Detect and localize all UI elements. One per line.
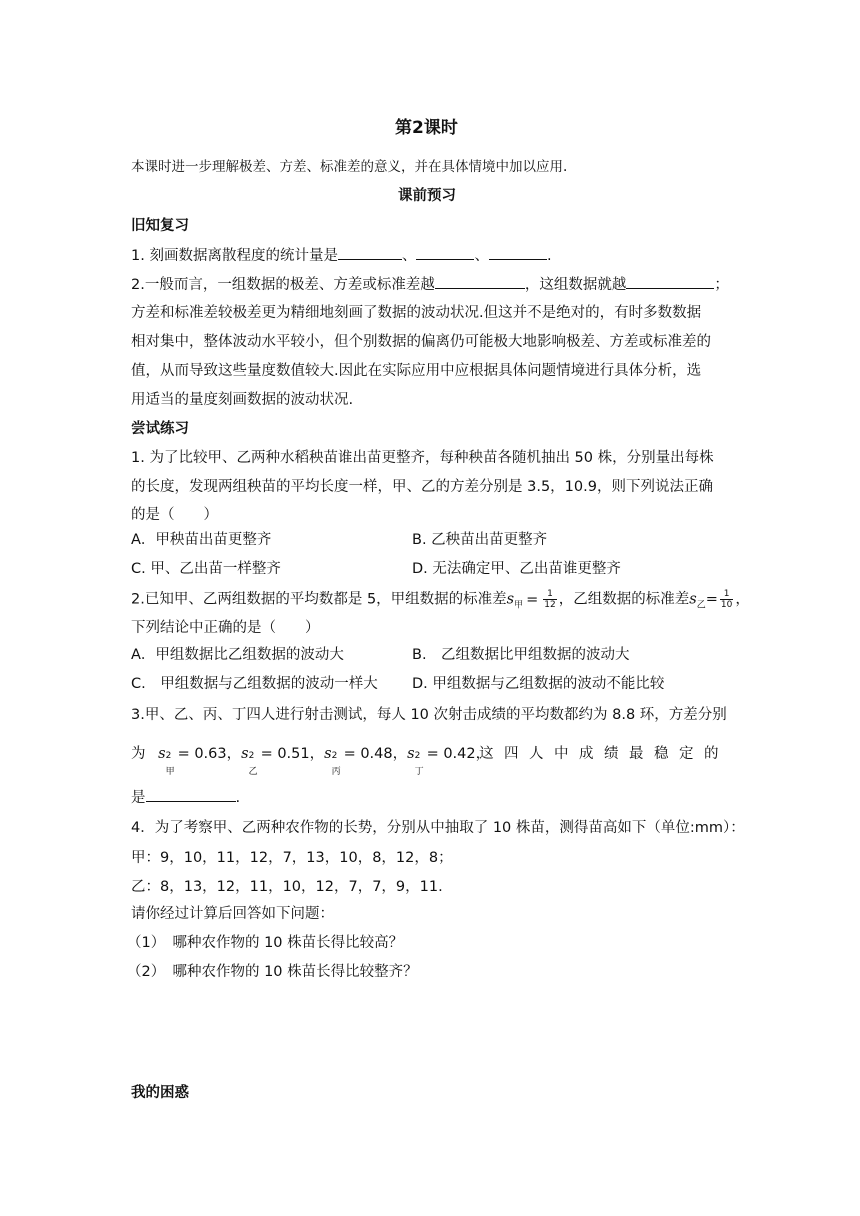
superscript-2: 2 — [248, 751, 255, 761]
practice-q1-option-b[interactable]: B. 乙秧苗出苗更整齐 — [412, 532, 548, 548]
review-q2-line5: 用适当的量度刻画数据的波动状况. — [131, 392, 354, 408]
practice-q3-line2 — [131, 744, 729, 777]
subscript-bing: 丙 — [331, 767, 341, 777]
practice-q2-option-d[interactable]: D. 甲组数据与乙组数据的波动不能比较 — [412, 676, 665, 692]
fraction-denominator: 12 — [544, 600, 556, 610]
practice-q1-line1: 1. 为了比较甲、乙两种水稻秧苗谁出苗更整齐，每种秧苗各随机抽出 50 株，分别量出每株 — [131, 450, 714, 466]
fraction-numerator: 1 — [720, 589, 733, 600]
practice-heading: 尝试练习 — [131, 421, 189, 437]
subscript-yi: 乙 — [248, 767, 258, 777]
practice-q2-line2: 下列结论中正确的是（ ） — [131, 620, 320, 636]
confusion-heading: 我的困惑 — [131, 1085, 189, 1101]
variance-value: = 0.42， — [426, 746, 491, 762]
practice-q3-line1: 3.甲、乙、丙、丁四人进行射击测试，每人 10 次射击成绩的平均数都约为 8.8 环，方差分别 — [131, 707, 727, 723]
review-question-2-line1 — [131, 273, 729, 295]
page-title: 第2课时 — [395, 118, 458, 138]
answer-blank[interactable] — [626, 273, 714, 289]
answer-blank[interactable] — [489, 244, 547, 260]
practice-q2-text: 2.已知甲、乙两组数据的平均数都是 5，甲组数据的标准差 — [131, 591, 507, 608]
preview-heading: 课前预习 — [398, 188, 456, 204]
equals-sign: = — [526, 591, 539, 608]
practice-q3-end: . — [235, 790, 241, 806]
practice-q2-end: ， — [735, 591, 750, 608]
std-symbol: s — [506, 591, 515, 608]
variance-symbol: s — [158, 746, 166, 762]
practice-q2-line1 — [131, 589, 750, 615]
practice-q2-option-b[interactable]: B. 乙组数据比甲组数据的波动大 — [412, 647, 630, 663]
practice-q4-line1: 4．为了考察甲、乙两种农作物的长势，分别从中抽取了 10 株苗，测得苗高如下（单位:mm）： — [131, 820, 745, 836]
review-q2-text-b: ，这组数据就越 — [524, 277, 627, 293]
practice-q3-shi: 是 — [131, 790, 146, 806]
separator: 、 — [401, 248, 417, 264]
practice-q2-option-a[interactable]: A．甲组数据比乙组数据的波动大 — [131, 647, 344, 663]
review-q2-text-a: 2.一般而言，一组数据的极差、方差或标准差越 — [131, 277, 435, 293]
review-q2-line3: 相对集中，整体波动水平较小，但个别数据的偏离仍可能极大地影响极差、方差或标准差的 — [131, 334, 711, 350]
review-heading: 旧知复习 — [131, 218, 189, 234]
practice-q3-line3 — [131, 786, 240, 808]
variance-symbol: s — [407, 746, 415, 762]
practice-q4-ask: 请你经过计算后回答如下问题： — [131, 906, 334, 922]
separator: 、 — [474, 248, 489, 264]
variance-value: = 0.51， — [260, 746, 325, 762]
fraction-denominator: 10 — [720, 600, 733, 610]
practice-q4-data-yi: 乙：8，13，12，11，10，12，7，7，9，11. — [131, 879, 443, 895]
superscript-2: 2 — [165, 751, 172, 761]
practice-q3-wei: 为 — [131, 746, 146, 762]
fraction-numerator: 1 — [543, 589, 556, 600]
variance-symbol: s — [241, 746, 249, 762]
variance-value: = 0.63， — [177, 746, 242, 762]
practice-q1-option-a[interactable]: A．甲秧苗出苗更整齐 — [131, 532, 272, 548]
answer-blank[interactable] — [338, 244, 402, 260]
review-q2-line4: 值，从而导致这些量度数值较大.因此在实际应用中应根据具体问题情境进行具体分析，选 — [131, 363, 702, 379]
answer-blank[interactable] — [435, 273, 525, 289]
equals-sign: = — [705, 591, 718, 608]
practice-q1-option-c[interactable]: C. 甲、乙出苗一样整齐 — [131, 561, 281, 577]
subscript-jia: 甲 — [165, 767, 175, 777]
subscript-jia: 甲 — [514, 600, 524, 611]
intro-text: 本课时进一步理解极差、方差、标准差的意义，并在具体情境中加以应用. — [131, 159, 568, 175]
review-q1-text: 1. 刻画数据离散程度的统计量是 — [131, 248, 338, 264]
practice-q4-sub1: （1） 哪种农作物的 10 株苗长得比较高？ — [127, 935, 404, 951]
practice-q4-sub2: （2） 哪种农作物的 10 株苗长得比较整齐？ — [127, 964, 418, 980]
practice-q2-option-c[interactable]: C. 甲组数据与乙组数据的波动一样大 — [131, 676, 378, 692]
superscript-2: 2 — [414, 751, 421, 761]
review-question-1 — [131, 244, 552, 266]
fraction-yi — [720, 589, 733, 610]
std-symbol: s — [689, 591, 697, 608]
answer-blank[interactable] — [146, 786, 236, 802]
subscript-yi: 乙 — [696, 600, 706, 611]
superscript-2: 2 — [331, 751, 338, 761]
variance-value: = 0.48， — [343, 746, 408, 762]
subscript-ding: 丁 — [414, 767, 424, 777]
practice-q1-option-d[interactable]: D. 无法确定甲、乙出苗谁更整齐 — [412, 561, 621, 577]
practice-q1-line2: 的长度，发现两组秧苗的平均长度一样，甲、乙的方差分别是 3.5，10.9，则下列说法正确 — [131, 479, 713, 495]
answer-blank[interactable] — [416, 244, 474, 260]
practice-q4-data-jia: 甲：9，10，11，12，7，13，10，8，12，8； — [131, 850, 453, 866]
fraction-jia — [543, 589, 556, 610]
review-q2-line2: 方差和标准差较极差更为精细地刻画了数据的波动状况.但这并不是绝对的，有时多数数据 — [131, 305, 702, 321]
practice-q1-line3: 的是（ ） — [131, 507, 218, 523]
review-q2-text-c: ； — [714, 277, 729, 293]
practice-q3-tail: 这四人中成绩最稳定的 — [479, 746, 729, 762]
variance-symbol: s — [324, 746, 332, 762]
review-q1-end: . — [546, 248, 552, 264]
practice-q2-mid: ，乙组数据的标准差 — [558, 591, 690, 608]
